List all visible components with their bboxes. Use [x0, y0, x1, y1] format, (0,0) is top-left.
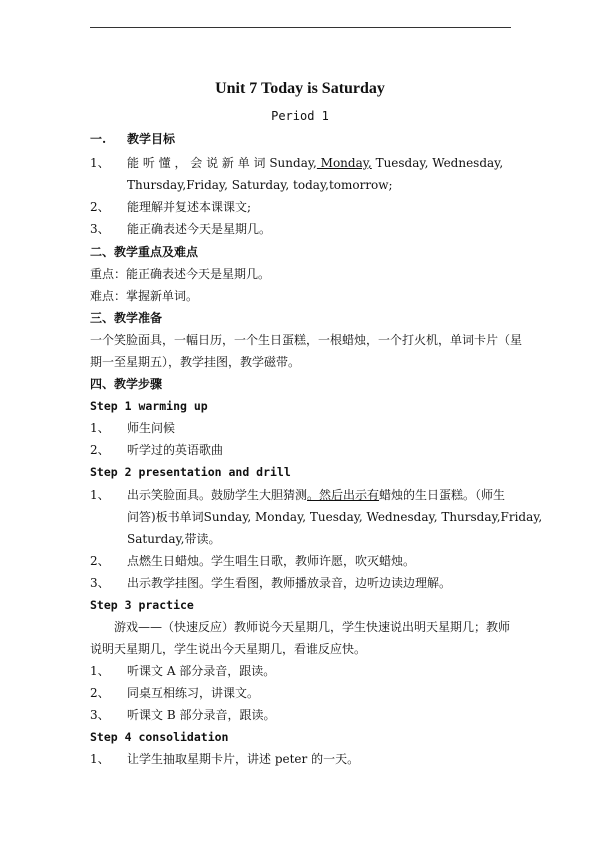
list-item-continuation: Thursday,Friday, Saturday, today,tomorrow; [127, 178, 393, 192]
game-paragraph-line-1: 游戏——（快速反应）教师说今天星期几，学生快速说出明天星期几；教师 [114, 620, 511, 634]
list-item-text: 师生问候 [127, 421, 176, 435]
step3-heading: Step 3 practice [90, 598, 194, 612]
step4-heading: Step 4 consolidation [90, 730, 229, 744]
list-item-number: 1、 [90, 752, 110, 766]
list-item-continuation: 问答)板书单词Sunday, Monday, Tuesday, Wednesday, Thursday,Friday, [127, 510, 543, 524]
list-item-text: 听课文 B 部分录音，跟读。 [127, 708, 276, 722]
list-item-number: 1、 [90, 664, 110, 678]
list-item-text: 能 听 懂 ， 会 说 新 单 词 Sunday, [127, 156, 317, 170]
list-item [90, 685, 259, 701]
list-item-text: 能理解并复述本课课文; [127, 200, 252, 214]
section2-heading: 二、教学重点及难点 [90, 245, 199, 259]
materials-line-1: 一个笑脸面具，一幅日历，一个生日蛋糕，一根蜡烛，一个打火机，单词卡片（星 [90, 333, 523, 347]
list-item-number: 2、 [90, 554, 110, 568]
list-item-number: 2、 [90, 443, 110, 457]
section1-heading-text: 教学目标 [127, 132, 176, 146]
materials-line-2: 期一至星期五），教学挂图，教学磁带。 [90, 355, 301, 369]
list-item-text: 同桌互相练习，讲课文。 [127, 686, 260, 700]
section4-heading: 四、教学步骤 [90, 377, 163, 391]
list-item-text: 出示笑脸面具。鼓励学生大胆猜测 [127, 488, 308, 502]
step2-heading: Step 2 presentation and drill [90, 465, 291, 479]
list-item [90, 751, 359, 767]
list-item [90, 221, 271, 237]
list-item-number: 3、 [90, 222, 110, 236]
list-item [90, 487, 505, 503]
step1-heading: Step 1 warming up [90, 399, 208, 413]
list-item-number: 1、 [90, 488, 110, 502]
section1-heading [90, 131, 175, 147]
list-item [90, 199, 251, 215]
list-item [90, 420, 175, 436]
section1-heading-num: 一. [90, 132, 107, 146]
page-title: Unit 7 Today is Saturday [215, 80, 385, 97]
list-item-number: 2、 [90, 686, 110, 700]
list-item-text: 听课文 A 部分录音，跟读。 [127, 664, 276, 678]
list-item-number: 3、 [90, 708, 110, 722]
list-item-text: 点燃生日蜡烛。学生唱生日歌，教师许愿，吹灭蜡烛。 [127, 554, 416, 568]
list-item [90, 553, 415, 569]
list-item [90, 442, 223, 458]
list-item-text: 让学生抽取星期卡片，讲述 peter 的一天。 [127, 752, 360, 766]
underlined-text: 。然后出示有 [307, 488, 380, 502]
list-item [90, 155, 503, 171]
list-item-text: 蜡烛的生日蛋糕。（师生 [379, 488, 506, 502]
game-paragraph-line-2: 说明天星期几，学生说出今天星期几，看谁反应快。 [90, 642, 367, 656]
list-item-text: 能正确表述今天是星期几。 [127, 222, 272, 236]
header-rule [90, 27, 511, 28]
underlined-text: Monday, [316, 156, 372, 170]
section3-heading: 三、教学准备 [90, 311, 163, 325]
difficulty-text: 难点：掌握新单词。 [90, 289, 199, 303]
list-item-number: 2、 [90, 200, 110, 214]
list-item [90, 575, 451, 591]
list-item-continuation: Saturday,带读。 [127, 532, 221, 546]
list-item-number: 3、 [90, 576, 110, 590]
period-label: Period 1 [271, 109, 329, 123]
focus-text: 重点：能正确表述今天是星期几。 [90, 267, 271, 281]
list-item-number: 1、 [90, 421, 110, 435]
list-item [90, 663, 275, 679]
list-item-text: 听学过的英语歌曲 [127, 443, 224, 457]
list-item-number: 1、 [90, 156, 110, 170]
list-item-text: Tuesday, Wednesday, [371, 156, 504, 170]
list-item [90, 707, 275, 723]
list-item-text: 出示教学挂图。学生看图，教师播放录音，边听边读边理解。 [127, 576, 452, 590]
